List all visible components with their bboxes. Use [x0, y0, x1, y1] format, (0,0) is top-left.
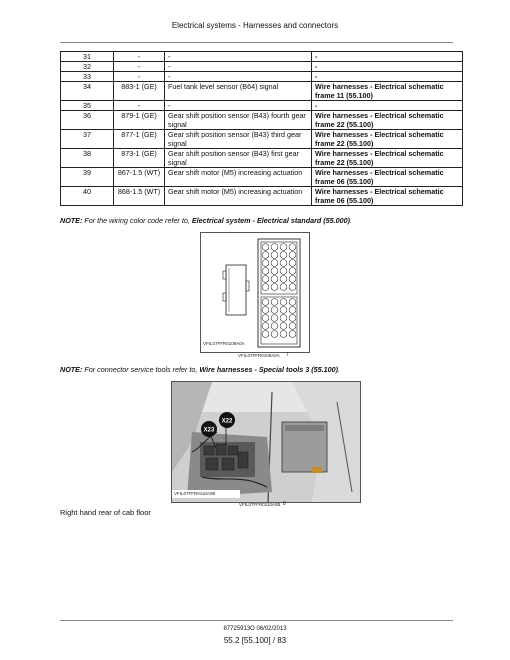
connector-pin: [289, 252, 296, 259]
description-cell: -: [165, 52, 312, 62]
pin-cell: 37: [61, 130, 114, 149]
wire-cell: -: [114, 72, 165, 82]
description-cell: Gear shift motor (M5) increasing actuation: [165, 168, 312, 187]
connector-pin: [262, 307, 269, 314]
connector-pin: [271, 268, 278, 275]
wiring-color-note: [60, 216, 352, 225]
cab-floor-photo: [171, 381, 361, 503]
pin-cell: 40: [61, 187, 114, 206]
note-text: For connector service tools refer to,: [82, 365, 200, 374]
table-row: [61, 168, 463, 187]
connector-pin: [280, 252, 287, 259]
reference-cell[interactable]: Wire harnesses - Electrical schematic frame 22 (55.100): [312, 111, 463, 130]
connector-pin: [280, 244, 287, 251]
pin-cell: 32: [61, 62, 114, 72]
connector-pinout-figure: [200, 232, 310, 353]
service-tools-note: [60, 365, 340, 374]
callout-x23-label: X23: [203, 427, 215, 434]
description-cell: Gear shift motor (M5) increasing actuation: [165, 187, 312, 206]
header-divider: [60, 42, 453, 43]
wire-cell: -: [114, 52, 165, 62]
connector-pin: [289, 331, 296, 338]
table-row: [61, 111, 463, 130]
connector-pin: [271, 315, 278, 322]
table-row: [61, 82, 463, 101]
connector-pin: [271, 323, 278, 330]
description-cell: Fuel tank level sensor (B64) signal: [165, 82, 312, 101]
connector-pin: [289, 323, 296, 330]
wire-cell: 877-1 (GE): [114, 130, 165, 149]
footer-divider: [60, 620, 453, 621]
footer-document-id: 87725913O 06/02/2013: [223, 626, 287, 632]
figure-code: VFIL07FFR0110A0B: [174, 491, 216, 496]
figure-index-number: 7: [286, 352, 289, 358]
connector-pin: [280, 276, 287, 283]
connector-pin: [280, 260, 287, 267]
footer-page-number: 55.2 [55.100] / 83: [223, 636, 287, 645]
connector-pin: [262, 323, 269, 330]
connector-pin: [271, 284, 278, 291]
description-cell: -: [165, 101, 312, 111]
wire-cell: 873-1 (GE): [114, 149, 165, 168]
connector-pin: [262, 331, 269, 338]
connector-pin: [271, 299, 278, 306]
connector-pin: [289, 244, 296, 251]
reference-cell[interactable]: Wire harnesses - Electrical schematic frame 11 (55.100): [312, 82, 463, 101]
reference-cell: -: [312, 52, 463, 62]
note-text: For the wiring color code refer to,: [82, 216, 192, 225]
pin-cell: 36: [61, 111, 114, 130]
connector-pin: [262, 284, 269, 291]
cab-floor-drawing: [172, 382, 360, 502]
reference-cell[interactable]: Wire harnesses - Electrical schematic frame 06 (55.100): [312, 187, 463, 206]
note-reference-link[interactable]: Electrical system - Electrical standard (55.000): [191, 216, 351, 225]
note-end: .: [337, 365, 340, 374]
wire-cell: -: [114, 101, 165, 111]
pin-cell: 35: [61, 101, 114, 111]
note-label: NOTE:: [60, 216, 83, 225]
table-row: [61, 72, 463, 82]
connector-pin: [280, 299, 287, 306]
figure-code: VFIL07FFR0109A0A: [203, 341, 245, 346]
page-header-title: Electrical systems - Harnesses and connectors: [171, 21, 339, 30]
description-cell: -: [165, 72, 312, 82]
connector-pin: [289, 276, 296, 283]
connector-pin: [262, 268, 269, 275]
connector-pin: [289, 284, 296, 291]
connector-pin: [289, 315, 296, 322]
table-row: [61, 52, 463, 62]
note-label: NOTE:: [60, 365, 83, 374]
connector-pin: [289, 307, 296, 314]
reference-cell: -: [312, 62, 463, 72]
connector-pin: [262, 244, 269, 251]
description-cell: -: [165, 62, 312, 72]
connector-pin: [271, 307, 278, 314]
table-row: [61, 101, 463, 111]
connector-pin: [280, 268, 287, 275]
connector-pin: [271, 276, 278, 283]
table-row: [61, 149, 463, 168]
pin-cell: 31: [61, 52, 114, 62]
connector-pin: [271, 260, 278, 267]
figure-index-number: 8: [283, 501, 286, 507]
reference-cell[interactable]: Wire harnesses - Electrical schematic frame 06 (55.100): [312, 168, 463, 187]
description-cell: Gear shift position sensor (B43) first gear signal: [165, 149, 312, 168]
wire-cell: 879-1 (GE): [114, 111, 165, 130]
connector-pin: [280, 315, 287, 322]
reference-cell: -: [312, 72, 463, 82]
connector-pin: [271, 244, 278, 251]
wire-cell: -: [114, 62, 165, 72]
connector-pin: [271, 252, 278, 259]
connector-pin: [280, 307, 287, 314]
reference-cell[interactable]: Wire harnesses - Electrical schematic frame 22 (55.100): [312, 149, 463, 168]
wire-cell: 867-1.5 (WT): [114, 168, 165, 187]
connector-pin: [280, 323, 287, 330]
wire-cell: 883-1 (GE): [114, 82, 165, 101]
note-reference-link[interactable]: Wire harnesses - Special tools 3 (55.100): [199, 365, 338, 374]
connector-pin: [262, 315, 269, 322]
reference-cell: -: [312, 101, 463, 111]
table-row: [61, 130, 463, 149]
reference-cell[interactable]: Wire harnesses - Electrical schematic frame 22 (55.100): [312, 130, 463, 149]
figure-caption: Right hand rear of cab floor: [60, 508, 151, 517]
figure-index-code: VFIL07FFR0110A0B: [239, 502, 281, 507]
callout-x22-label: X22: [221, 418, 233, 425]
figure-index-code: VFIL07FFR0109A0A: [238, 353, 280, 358]
pin-cell: 34: [61, 82, 114, 101]
connector-pin: [289, 268, 296, 275]
connector-pin: [280, 331, 287, 338]
pin-cell: 33: [61, 72, 114, 82]
pin-cell: 39: [61, 168, 114, 187]
connector-pinout-drawing: [201, 233, 309, 352]
connector-pin: [280, 284, 287, 291]
connector-pin-table: [60, 51, 463, 206]
note-end: .: [350, 216, 353, 225]
connector-pin: [262, 299, 269, 306]
connector-pin: [262, 252, 269, 259]
connector-pin: [289, 260, 296, 267]
connector-pin: [262, 276, 269, 283]
wire-cell: 868-1.5 (WT): [114, 187, 165, 206]
table-row: [61, 187, 463, 206]
description-cell: Gear shift position sensor (B43) fourth gear signal: [165, 111, 312, 130]
connector-pin: [262, 260, 269, 267]
connector-pin: [271, 331, 278, 338]
pin-cell: 38: [61, 149, 114, 168]
table-row: [61, 62, 463, 72]
connector-pin: [289, 299, 296, 306]
description-cell: Gear shift position sensor (B43) third gear signal: [165, 130, 312, 149]
